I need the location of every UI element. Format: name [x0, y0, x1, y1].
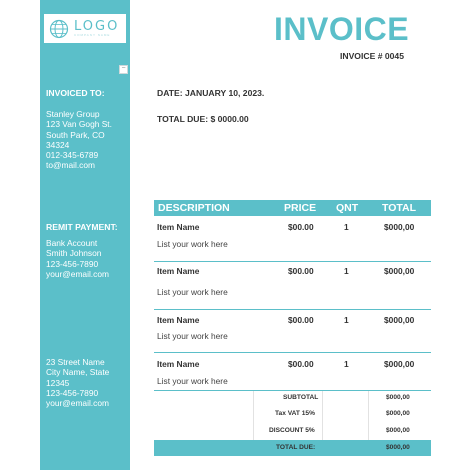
subtotal-label: SUBTOTAL: [283, 394, 319, 401]
company-address-line: 12345: [46, 377, 70, 388]
row-item-name: Item Name: [157, 359, 200, 369]
remit-payment-line: 123-456-7890: [46, 258, 99, 269]
column-header-qnt: QNT: [336, 202, 359, 214]
company-address: [46, 357, 109, 408]
row-item-name: Item Name: [157, 266, 200, 276]
vat-value: $000,00: [386, 410, 410, 417]
remit-payment-line: Smith Johnson: [46, 248, 102, 259]
row-total: $000,00: [384, 266, 415, 276]
row-price: $00.00: [288, 359, 314, 369]
row-total: $000,00: [384, 315, 415, 325]
row-description: List your work here: [157, 287, 228, 297]
discount-label: DISCOUNT 5%: [269, 427, 315, 434]
company-address-line: your@email.com: [46, 398, 109, 409]
invoice-number: INVOICE # 0045: [339, 51, 404, 61]
company-address-line: 123-456-7890: [46, 387, 99, 398]
total-due-value: $000,00: [386, 444, 410, 451]
globe-logo-icon: [49, 19, 69, 39]
table-header: [154, 200, 431, 216]
row-total: $000,00: [384, 222, 415, 232]
remit-payment-line: Bank Account: [46, 238, 98, 248]
invoice-date: DATE: JANUARY 10, 2023.: [157, 88, 265, 98]
invoiced-to-line: Stanley Group: [46, 109, 100, 119]
total-due-label: TOTAL DUE:: [276, 444, 316, 451]
invoiced-to-line: 34324: [46, 139, 70, 150]
row-qty: 1: [344, 266, 349, 276]
invoiced-to-line: South Park, CO: [46, 129, 105, 140]
discount-value: $000,00: [386, 427, 410, 434]
row-divider: [154, 390, 431, 391]
row-divider: [154, 309, 431, 310]
summary-divider: [253, 391, 254, 440]
row-qty: 1: [344, 315, 349, 325]
row-description: List your work here: [157, 376, 228, 386]
logo: [44, 14, 126, 43]
invoiced-to-line: 123 Van Gogh St.: [46, 119, 112, 130]
vat-label: Tax VAT 15%: [275, 410, 315, 417]
row-item-name: Item Name: [157, 315, 200, 325]
subtotal-value: $000,00: [386, 394, 410, 401]
column-header-description: DESCRIPTION: [158, 202, 230, 214]
row-qty: 1: [344, 222, 349, 232]
collapse-button[interactable]: −: [119, 65, 128, 74]
column-header-total: TOTAL: [382, 202, 417, 214]
column-header-price: PRICE: [284, 202, 317, 214]
total-due-header: TOTAL DUE: $ 0000.00: [157, 114, 249, 124]
row-description: List your work here: [157, 331, 228, 341]
invoice-title: INVOICE: [274, 11, 410, 47]
invoiced-to-details: [46, 109, 112, 171]
row-divider: [154, 352, 431, 353]
invoiced-to-line: to@mail.com: [46, 160, 95, 171]
row-price: $00.00: [288, 222, 314, 232]
logo-subtext: COMPANY NAME: [74, 32, 111, 37]
invoiced-to-line: 012-345-6789: [46, 150, 99, 161]
row-total: $000,00: [384, 359, 415, 369]
row-price: $00.00: [288, 315, 314, 325]
remit-payment-heading: REMIT PAYMENT:: [46, 222, 118, 232]
logo-text: LOGO: [74, 18, 120, 34]
invoiced-to-heading: INVOICED TO:: [46, 88, 105, 98]
remit-payment-line: your@email.com: [46, 268, 109, 279]
company-address-line: City Name, State: [46, 367, 110, 378]
row-price: $00.00: [288, 266, 314, 276]
remit-payment-details: [46, 238, 109, 279]
row-description: List your work here: [157, 239, 228, 249]
row-item-name: Item Name: [157, 222, 200, 232]
row-qty: 1: [344, 359, 349, 369]
company-address-line: 23 Street Name: [46, 357, 105, 367]
row-divider: [154, 261, 431, 262]
